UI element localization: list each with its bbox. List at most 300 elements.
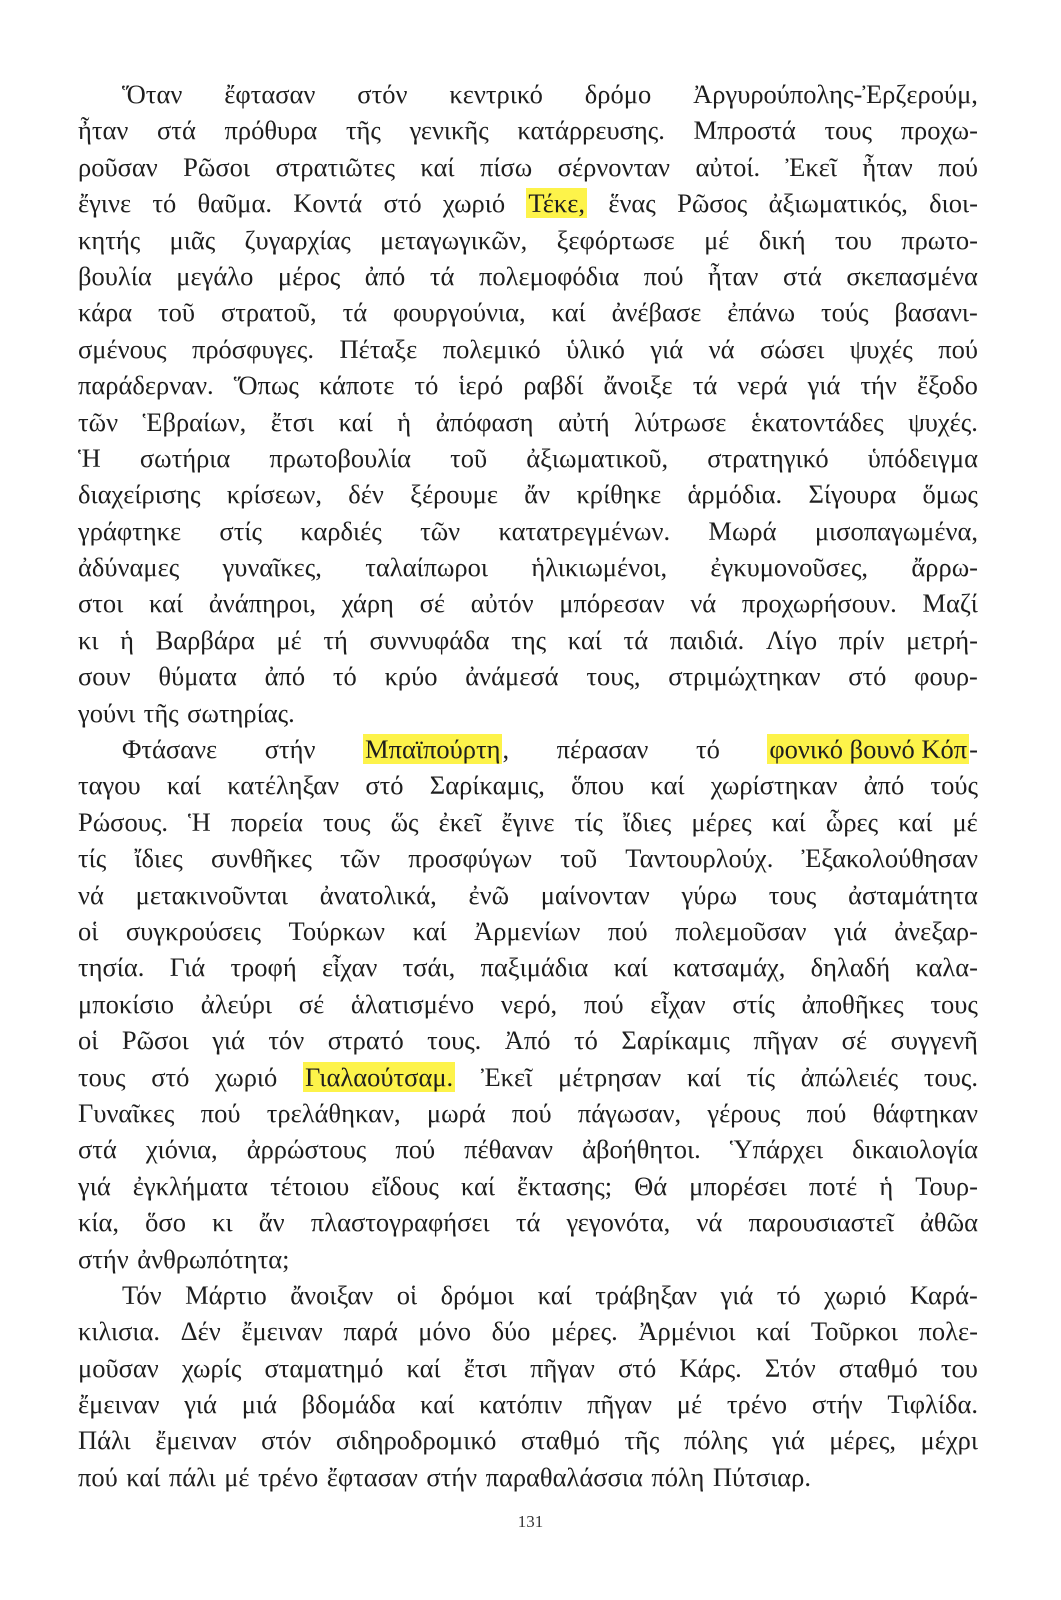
word-group (521, 1422, 600, 1458)
word: καί (420, 151, 455, 182)
text-line (78, 1313, 978, 1349)
word-group (78, 549, 179, 585)
word: εἶχαν (650, 988, 706, 1019)
word: σμένους (78, 333, 167, 364)
word: Τοῦρκοι (810, 1316, 898, 1347)
word-group (185, 1277, 267, 1313)
word: στρατηγικό (707, 442, 829, 473)
word-group (133, 1168, 248, 1204)
word: Δέν (180, 1316, 221, 1347)
word: λύτρωσε (634, 406, 727, 437)
word: πρωτοβουλία (269, 442, 412, 473)
word: γράφτηκε (78, 515, 182, 546)
word-group (551, 1313, 618, 1349)
word-group (492, 1313, 531, 1349)
word-group (679, 1350, 741, 1386)
word: θύματα (158, 661, 237, 692)
word: καί (406, 1352, 441, 1383)
word-group (906, 622, 978, 658)
word: ξεφόρτωσε (556, 224, 675, 255)
word-group (340, 840, 380, 876)
word-group (558, 404, 610, 440)
word: πῆγαν (587, 1389, 652, 1420)
word-group (230, 949, 296, 985)
word: ἀπόφαση (435, 406, 534, 437)
word: καί (898, 806, 933, 837)
word: τους (930, 988, 978, 1019)
word: δικαιολογία (852, 1134, 978, 1165)
word-group (760, 331, 824, 367)
word-group (420, 1386, 454, 1422)
word: ἁλατισμένο (350, 988, 475, 1019)
word-group (737, 367, 787, 403)
word-group (327, 1459, 418, 1495)
word: χωρίς (181, 1352, 242, 1383)
text-line (78, 1022, 978, 1058)
word-group (465, 658, 558, 694)
word: καί (567, 624, 602, 655)
word-group (786, 149, 837, 185)
word-group (708, 258, 758, 294)
word-group (677, 1386, 702, 1422)
word: ἀνατολικά, (319, 879, 437, 910)
word-group (471, 585, 534, 621)
word: στρατοῦ, (220, 297, 317, 328)
word-group (575, 804, 603, 840)
word-group (801, 840, 977, 876)
word-group (395, 1131, 435, 1167)
word: γιά (807, 370, 841, 401)
word: ἔκτασης; (517, 1170, 613, 1201)
word: κρίθηκε (576, 479, 662, 510)
word-group (293, 185, 362, 221)
word: μέρες (691, 806, 752, 837)
word-group (479, 1386, 562, 1422)
word-group (78, 1386, 159, 1422)
word: ἀδύναμες (78, 552, 180, 583)
word-group (323, 622, 348, 658)
word-group (650, 986, 705, 1022)
word-group (78, 149, 158, 185)
text-line (78, 1277, 978, 1313)
word: σταθμό (838, 1352, 918, 1383)
word-group (531, 549, 667, 585)
word: καί (551, 297, 586, 328)
word: συννυφάδα (369, 624, 490, 655)
word-group (578, 1095, 681, 1131)
word-group (151, 1059, 189, 1095)
word: Βαρβάρα (155, 624, 255, 655)
word-group (772, 1422, 805, 1458)
word-group (501, 986, 557, 1022)
word-group (848, 658, 886, 694)
word-group (634, 1168, 667, 1204)
word: παρουσιαστεῖ (748, 1207, 894, 1238)
word-group (526, 440, 668, 476)
word-group (839, 622, 885, 658)
word-group (149, 585, 183, 621)
word-group (268, 1022, 304, 1058)
word: κι (212, 1207, 233, 1238)
word-group (336, 1422, 497, 1458)
word: εἶχαν (322, 952, 378, 983)
word-group (920, 1204, 978, 1240)
word-group (371, 1168, 439, 1204)
word: ἔτσι (270, 406, 314, 437)
word: νά (78, 879, 104, 910)
word: Κάρς. (679, 1352, 742, 1383)
word-group (517, 1168, 612, 1204)
word: καί (338, 406, 373, 437)
word: Στόν (764, 1352, 816, 1383)
word-group (78, 840, 106, 876)
word: γιά (184, 1389, 217, 1420)
word: κατατρεγμένων. (498, 515, 671, 546)
word: Ρῶσοι (183, 151, 251, 182)
word: κία, (78, 1207, 119, 1238)
text-line (78, 185, 978, 221)
word-group (78, 658, 131, 694)
word: ἴδιες (134, 843, 183, 874)
word: Τουρ- (915, 1170, 978, 1201)
word-group (852, 1131, 978, 1167)
word-group (801, 1059, 898, 1095)
word: του (834, 224, 872, 255)
word: ἔξοδο (916, 370, 978, 401)
word-group (516, 1204, 541, 1240)
word: μέρος (277, 260, 341, 291)
word-group (78, 331, 166, 367)
word: ποτέ (808, 1170, 858, 1201)
word: καί (650, 770, 685, 801)
word-group (78, 1168, 111, 1204)
text-line (78, 1350, 978, 1386)
word-group (677, 185, 747, 221)
word: ταγου (78, 770, 141, 801)
highlighted-word: φονικό βουνό Κόπ (769, 734, 968, 765)
word-group (383, 185, 421, 221)
word-group (568, 622, 602, 658)
word-group (850, 331, 913, 367)
word-group (414, 367, 438, 403)
word: ἄνοιξε (603, 370, 673, 401)
text-line (78, 986, 978, 1022)
word: μιά (241, 1389, 277, 1420)
word: στά (782, 260, 822, 291)
word: ἀξιωματικός, (768, 188, 908, 219)
text-line (78, 731, 978, 767)
word-group (176, 258, 253, 294)
word-group (78, 1350, 159, 1386)
word-group (443, 185, 505, 221)
word: τρένο (258, 1461, 319, 1492)
word-group (140, 440, 230, 476)
word-group (323, 804, 371, 840)
word: στά (157, 115, 196, 146)
word: ἁρμόδια. (687, 479, 783, 510)
word: Τόν (122, 1279, 162, 1310)
word: σκεπασμένα (846, 260, 978, 291)
word-group (708, 513, 776, 549)
word-group (328, 1022, 404, 1058)
word-group (727, 294, 795, 330)
text-line (78, 949, 978, 985)
word: χωρίστηκαν (710, 770, 838, 801)
word: πῆγαν (530, 1352, 595, 1383)
word-group (78, 622, 98, 658)
word: τους (322, 806, 371, 837)
word-group (812, 1386, 863, 1422)
word: τρελάθηκαν, (266, 1097, 401, 1128)
word-group (915, 1168, 978, 1204)
word-group (234, 367, 299, 403)
word: πολε- (918, 1316, 978, 1347)
word-group (343, 1313, 397, 1349)
word: ἡ (397, 406, 412, 437)
word: καί (756, 1316, 791, 1347)
word: ἀποθῆκες (801, 988, 904, 1019)
word: τό (574, 1025, 598, 1056)
word: πάγωσαν, (577, 1097, 682, 1128)
word: τοῦ (158, 297, 196, 328)
word: ἀξιωματικοῦ, (526, 442, 669, 473)
text-line (78, 367, 978, 403)
word: παιδιά. (669, 624, 745, 655)
word: τους (78, 1061, 126, 1092)
word: καρδιές (300, 515, 382, 546)
word: ἑκατοντάδες (750, 406, 884, 437)
word-group (78, 877, 104, 913)
word-group (742, 585, 897, 621)
word-group (137, 1241, 289, 1277)
word-group (441, 1277, 515, 1313)
word: ἴδιες (622, 806, 672, 837)
word: κάρα (78, 297, 133, 328)
word-group (922, 585, 978, 621)
word-group (78, 112, 128, 148)
word: μεταγωγικῶν, (380, 224, 528, 255)
word: ἕνας (608, 188, 656, 219)
word-group (271, 404, 314, 440)
word-group (346, 112, 381, 148)
word-group (919, 1313, 978, 1349)
word: δρόμο (584, 79, 652, 109)
word-group (420, 149, 454, 185)
word-group (559, 585, 664, 621)
highlighted-word: Γιαλαούτσαμ. (305, 1061, 454, 1092)
word-group (78, 1422, 131, 1458)
word-group (921, 1422, 978, 1458)
word-group (450, 440, 487, 476)
word: τοῦ (450, 442, 488, 473)
word-group (430, 767, 545, 803)
word: ραβδί (523, 370, 584, 401)
word: στήν (426, 1461, 478, 1492)
word: μέ (676, 1389, 703, 1420)
word-group (538, 1277, 572, 1313)
word: πού (78, 1461, 118, 1492)
word-group (365, 549, 488, 585)
word: ἔγινε (501, 806, 555, 837)
word: τό (776, 1279, 801, 1310)
word: Ὅταν (122, 79, 183, 109)
word-group (136, 877, 288, 913)
word: μέ (224, 1461, 250, 1492)
word-group (187, 695, 295, 731)
word-group (894, 294, 977, 330)
word-group (772, 804, 806, 840)
word: ὑλικό (566, 333, 625, 364)
word: φουργούνια, (393, 297, 526, 328)
word: κάποτε (318, 370, 395, 401)
word-group (122, 76, 182, 112)
word: χωριό (824, 1279, 887, 1310)
word: Πάλι (78, 1425, 131, 1456)
word: Ρῶσος (677, 188, 748, 219)
word: θάφτηκαν (872, 1097, 978, 1128)
word-group (224, 76, 315, 112)
text-line (78, 840, 978, 876)
word: νά (696, 1207, 723, 1238)
word-group (689, 1168, 787, 1204)
text-line (78, 658, 978, 694)
word-group (769, 185, 908, 221)
text-line (78, 1168, 978, 1204)
word-group (144, 695, 179, 731)
text-line (78, 1422, 978, 1458)
word-group (684, 1422, 748, 1458)
word: χάρη (341, 588, 394, 619)
word-group (182, 1350, 241, 1386)
word-group (501, 804, 554, 840)
word-group (898, 804, 932, 840)
word: οἱ (78, 915, 99, 946)
word-group (523, 367, 583, 403)
word: πίσω (479, 151, 533, 182)
word-group (267, 1095, 401, 1131)
word: μποκίσιο (78, 988, 174, 1019)
word-group (624, 1422, 659, 1458)
word-group (911, 549, 978, 585)
word-group (188, 804, 211, 840)
text-line (78, 1386, 978, 1422)
word-group (749, 1204, 894, 1240)
word: μέρες, (829, 1425, 897, 1456)
text-line (78, 294, 978, 330)
word-group (929, 185, 978, 221)
word: γιά (650, 333, 684, 364)
word: δύο (491, 1316, 531, 1347)
word-group (170, 222, 216, 258)
word-group (930, 767, 978, 803)
word: κατσαμάχ, (673, 952, 786, 983)
word: πόλης (683, 1425, 748, 1456)
word-group (682, 877, 738, 913)
word-group (78, 986, 174, 1022)
word: τόν (268, 1025, 305, 1056)
word-group (625, 840, 773, 876)
word: ἄν (524, 479, 551, 510)
word-group (403, 949, 456, 985)
word-group (78, 1313, 160, 1349)
word-group (380, 222, 527, 258)
word-group (265, 658, 306, 694)
word-group (343, 294, 368, 330)
word: πρόθυρα (224, 115, 318, 146)
word: ἔφτασαν (224, 79, 316, 109)
word: πρόσφυγες. (191, 333, 314, 364)
word-group (78, 404, 118, 440)
word-group (158, 294, 195, 330)
word-group (122, 731, 217, 767)
word: ἦταν (78, 115, 129, 146)
word-group (815, 513, 978, 549)
word: πού (806, 1097, 847, 1128)
word: δική (758, 224, 806, 255)
word: Κοντά (293, 188, 363, 219)
word-group (727, 1386, 787, 1422)
word-group (839, 1350, 918, 1386)
word-group (879, 1168, 893, 1204)
word-group (192, 331, 314, 367)
word: νά (708, 333, 735, 364)
word-group (427, 1095, 486, 1131)
text-line (78, 1059, 978, 1095)
word-group (410, 112, 489, 148)
word-group (612, 294, 702, 330)
word-group (78, 949, 144, 985)
word: πού (583, 988, 624, 1019)
word-group (443, 331, 541, 367)
word-group (623, 804, 671, 840)
word-group (747, 1059, 775, 1095)
word-group (278, 258, 340, 294)
word: μέτρησαν (557, 1061, 662, 1092)
word-group (322, 949, 377, 985)
word-group (227, 767, 339, 803)
word-group (576, 476, 661, 512)
word: νά (690, 588, 717, 619)
word: καί (537, 1279, 572, 1310)
word-group (78, 1095, 174, 1131)
word: βουλία (78, 260, 152, 291)
word-group (753, 1022, 818, 1058)
word-group (930, 986, 978, 1022)
word: γενικῆς (409, 115, 489, 146)
word-group (78, 1059, 126, 1095)
word: Ἡ (78, 442, 101, 473)
word-group (357, 76, 407, 112)
word: βδομάδα (301, 1389, 396, 1420)
word: ἐπάνω (727, 297, 796, 328)
word: τους (768, 879, 817, 910)
word: ἔμειναν (78, 1389, 160, 1420)
word: σέρνονταν (557, 151, 671, 182)
word: μπορέσει (689, 1170, 787, 1201)
word: δρόμοι (440, 1279, 515, 1310)
text-line (78, 404, 978, 440)
word-group (342, 585, 394, 621)
word-group (408, 840, 532, 876)
word-group (212, 1022, 245, 1058)
word: τῶν (420, 515, 461, 546)
word-group (385, 658, 438, 694)
word-group (78, 476, 201, 512)
word-group (730, 1131, 823, 1167)
word-group (479, 258, 619, 294)
word: σωτηρίας. (187, 697, 295, 728)
word: στήν (811, 1389, 863, 1420)
